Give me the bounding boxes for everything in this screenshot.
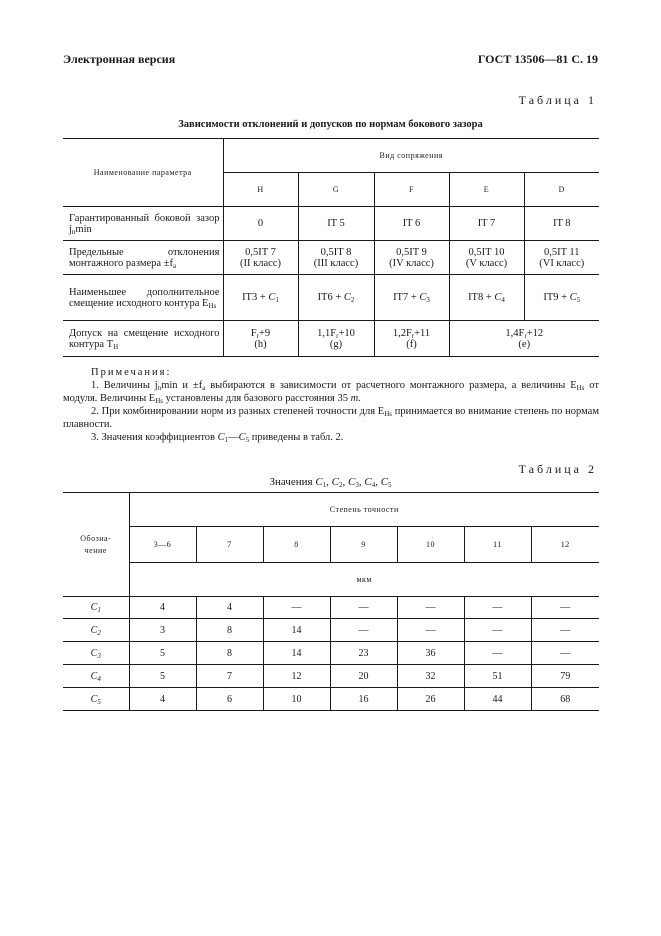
table1-row [63,207,599,241]
table2-cell: 6 [196,688,263,711]
table1-col-header: G [298,173,374,207]
table2-row-symbol: $C_4$ [63,665,129,688]
table1-label: Таблица 1 [518,93,597,107]
table2-col-header: 8 [263,527,330,563]
table1-cell: $IT3 + C_1$ [223,275,298,321]
table2-cell: — [397,597,464,619]
table2-row-symbol: $C_3$ [63,642,129,665]
table2-cell: 68 [531,688,599,711]
notes-heading: Примечания: [91,367,172,378]
table2-cell: 3 [129,619,196,642]
table1-col-header: D [524,173,599,207]
table2-cell: 12 [263,665,330,688]
table1 [63,138,599,357]
table2-col-header: 7 [196,527,263,563]
table2-cell: 79 [531,665,599,688]
table2-label: Таблица 2 [518,462,597,476]
table2-cell: — [263,597,330,619]
table2-cell: 20 [330,665,397,688]
table2-cell: — [330,597,397,619]
table2-row [63,597,599,619]
table1-cell: 0,5IT 10 (V класс) [449,241,524,275]
table1-cell: $1,2F_r+11$ (f) [374,321,449,357]
table2-cell: 8 [196,619,263,642]
table1-cell: $IT9 + C_5$ [524,275,599,321]
note-1: 1. Величины $j_n\min$ $и \pm f_a$ выбираются в зависимости от расчетного монтажного размера, а величины $E_{Hs}$ от модуля. Величины $E_{Hs}$ установлены для базового расстояния 35 m. [63,380,600,405]
table2-cell: 26 [397,688,464,711]
table2-cell: 8 [196,642,263,665]
table2-col-header: 3—6 [129,527,196,563]
table1-row-name: Наименьшее дополнительное смещение исходного контура $E_{Hs}$ [63,275,223,321]
table1-cell: 0,5IT 9 (IV класс) [374,241,449,275]
table2-cell: 4 [129,597,196,619]
table2-cell: 16 [330,688,397,711]
table1-row [63,241,599,275]
table2-cell: 7 [196,665,263,688]
table1-cell: $1,1F_r+10$ (g) [298,321,374,357]
table2-cell: 36 [397,642,464,665]
table1-cell: 0 [223,207,298,241]
table2-cell: 14 [263,619,330,642]
table1-cell: $IT6 + C_2$ [298,275,374,321]
table2-cell: 32 [397,665,464,688]
table2-header-symbol: Обозна- чение [63,493,129,597]
table1-caption: Зависимости отклонений и допусков по нормам бокового зазора [178,119,483,130]
table1-cell: $IT8 + C_4$ [449,275,524,321]
table1-cell: 0,5IT 8 (III класс) [298,241,374,275]
table2-cell: 5 [129,665,196,688]
table2-row-symbol: $C_1$ [63,597,129,619]
header-right-standard-page: ГОСТ 13506—81 С. 19 [477,52,598,66]
notes-section [63,366,599,444]
table2-cell: — [464,619,531,642]
table1-row-name: Гарантированный боковой зазор $j_n\min$ [63,207,223,241]
table2-row [63,642,599,665]
table1-cell: $1,4F_r+12$ (e) [449,321,599,357]
table2-row-symbol: $C_2$ [63,619,129,642]
table2-col-header: 10 [397,527,464,563]
table2-cell: — [531,619,599,642]
table1-col-header: H [223,173,298,207]
table2-cell: — [464,642,531,665]
table1-cell: IT 5 [298,207,374,241]
table1-row-name: Предельные отклонения монтажного размера $\pm f_a$ [63,241,223,275]
table2-cell: 10 [263,688,330,711]
header-left-edition: Электронная версия [63,52,176,66]
table1-cell: IT 7 [449,207,524,241]
table2-row [63,665,599,688]
table1-header-parameter: Наименование параметра [63,139,223,207]
table1-cell: IT 6 [374,207,449,241]
table2-cell: 23 [330,642,397,665]
table2-cell: 51 [464,665,531,688]
table1-cell: $F_r+9$ (h) [223,321,298,357]
table2-caption: Значения $C_1$, $C_2$, $C_3$, $C_4$, $C_5$ [269,476,392,489]
note-3: 3. Значения коэффициентов $C_1—C_5$ приведены в табл. 2. [91,432,344,444]
table2-cell: — [531,642,599,665]
table2-cell: 4 [196,597,263,619]
table2-cell: 5 [129,642,196,665]
table2-row [63,619,599,642]
table2-cell: — [531,597,599,619]
note-2: 2. При комбинировании норм из разных степеней точности для $E_{Hs}$ принимается во внимание степень по нормам плавности. [63,406,599,430]
table2-col-header: 12 [531,527,599,563]
table2-unit: мкм [129,563,599,597]
table1-row-name: Допуск на смещение исходного контура $T_H$ [63,321,223,357]
table2-cell: 44 [464,688,531,711]
table2-cell: — [330,619,397,642]
table2 [63,492,599,711]
table1-col-header: F [374,173,449,207]
table2-cell: 4 [129,688,196,711]
table1-cell: 0,5IT 7 (II класс) [223,241,298,275]
table2-row-symbol: $C_5$ [63,688,129,711]
table1-cell: IT 8 [524,207,599,241]
table2-header-group: Степень точности [129,493,599,527]
table1-cell: 0,5IT 11 (VI класс) [524,241,599,275]
table2-col-header: 9 [330,527,397,563]
table1-row [63,275,599,321]
table2-col-header: 11 [464,527,531,563]
table2-cell: — [397,619,464,642]
table1-header-group: Вид сопряжения [223,139,599,173]
table1-col-header: E [449,173,524,207]
table2-cell: 14 [263,642,330,665]
table1-row [63,321,599,357]
table2-cell: — [464,597,531,619]
table2-row [63,688,599,711]
table1-cell: $IT7 + C_3$ [374,275,449,321]
